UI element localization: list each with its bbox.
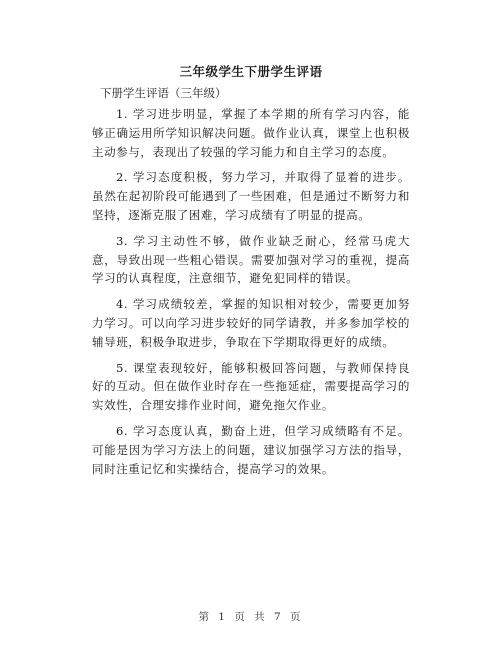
document-title: 三年级学生下册学生评语 <box>179 64 323 79</box>
comment-paragraph-2: 2. 学习态度积极，努力学习，并取得了显着的进步。虽然在起初阶段可能遇到了一些困难，但是通过不断努力和坚持，逐渐克服了困难，学习成绩有了明显的提高。 <box>92 170 410 222</box>
comment-paragraph-4: 4. 学习成绩较差，掌握的知识相对较少，需要更加努力学习。可以向学习进步较好的同学请教，并多参加学校的辅导班，积极争取进步，争取在下学期取得更好的成绩。 <box>92 297 410 349</box>
document-body <box>92 84 410 485</box>
comment-paragraph-6: 6. 学习态度认真，勤奋上进，但学习成绩略有不足。可能是因为学习方法上的问题，建议加强学习方法的指导，同时注重记忆和实操结合，提高学习的效果。 <box>92 423 410 476</box>
comment-paragraph-3: 3. 学习主动性不够，做作业缺乏耐心，经常马虎大意，导致出现一些粗心错误。需要加强对学习的重视，提高学习的认真程度，注意细节，避免犯同样的错误。 <box>92 233 410 286</box>
comment-paragraph-5: 5. 课堂表现较好，能够积极回答问题，与教师保持良好的互动。但在做作业时存在一些拖延症，需要提高学习的实效性，合理安排作业时间，避免拖欠作业。 <box>92 360 410 413</box>
comment-paragraph-1: 1. 学习进步明显，掌握了本学期的所有学习内容，能够正确运用所学知识解决问题。做作业认真，课堂上也积极主动参与，表现出了较强的学习能力和自主学习的态度。 <box>92 107 410 159</box>
document-subtitle: 下册学生评语（三年级） <box>100 86 227 100</box>
page-number-footer: 第 1 页 共 7 页 <box>198 611 304 623</box>
